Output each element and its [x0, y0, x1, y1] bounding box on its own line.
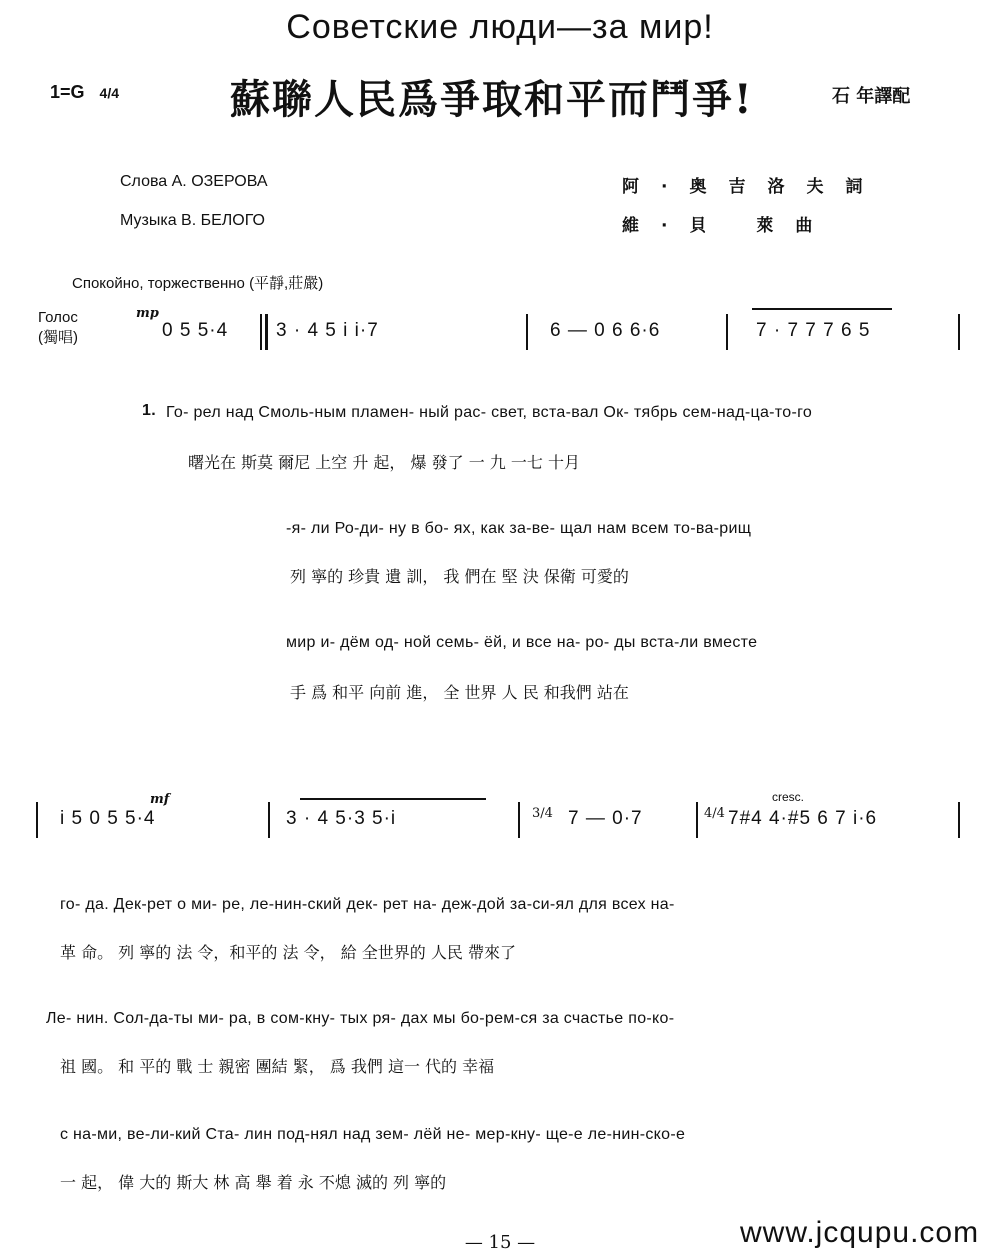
repeat-barline-thick — [265, 314, 268, 350]
voice-label-cn: (獨唱) — [38, 329, 78, 346]
time-signature: 4/4 — [99, 85, 120, 101]
lyric-line-cn: 曙光在 斯莫 爾尼 上空 升 起， 爆 發了 一 九 一七 十月 — [188, 453, 580, 472]
key-label: 1=G — [50, 82, 85, 102]
measure-3: 7 · 7 7 7 6 5 — [756, 320, 871, 341]
key-signature — [50, 82, 119, 103]
lyric-line-ru: с на-ми, ве-ли-кий Ста- лин под-нял над зем- лёй не- мер-кну- ще-е ле-нин-ско-е — [60, 1126, 686, 1143]
lyric-line-ru: Ле- нин. Сол-да-ты ми- ра, в сом-кну- тых ря- дах мы бо-рем-ся за счастье по-ко- — [46, 1010, 675, 1027]
dynamic-mf: mf — [150, 792, 170, 807]
dynamic-mp: mp — [136, 306, 159, 321]
lyric-line-ru: Го- рел над Смоль-ным пламен- ный рас- свет, вста-вал Ок- тябрь сем-над-ца-то-го — [166, 404, 813, 421]
time-change-4-4: 4/4 — [704, 806, 725, 821]
barline — [958, 802, 960, 838]
barline — [696, 802, 698, 838]
barline — [526, 314, 528, 350]
barline — [726, 314, 728, 350]
slur-line — [300, 798, 486, 800]
barline — [518, 802, 520, 838]
lyric-line-ru: -я- ли Ро-ди- ну в бо- ях, как за-ве- щал нам всем то-ва-рищ — [286, 520, 752, 537]
lyric-line-cn: 一 起， 偉 大的 斯大 林 高 舉 着 永 不熄 滅的 列 寧的 — [60, 1173, 447, 1192]
lyric-line-cn: 革 命。 列 寧的 法 令，和平的 法 令， 給 全世界的 人民 帶來了 — [60, 943, 516, 962]
lyricist-ru: Слова А. ОЗЕРОВА — [120, 173, 268, 190]
voice-label-ru: Голос — [38, 309, 78, 326]
lyric-line-cn: 祖 國。 和 平的 戰 士 親密 團結 緊， 爲 我們 這一 代的 幸福 — [60, 1057, 495, 1076]
composer-ru: Музыка В. БЕЛОГО — [120, 212, 265, 229]
measure-1: 3 · 4 5 i i·7 — [276, 320, 379, 341]
barline — [36, 802, 38, 838]
tempo-marking: Спокойно, торжественно (平靜,莊嚴) — [72, 275, 324, 292]
repeat-barline — [260, 314, 262, 350]
barline — [268, 802, 270, 838]
voice-label — [38, 308, 78, 348]
watermark: www.jcqupu.com — [740, 1216, 980, 1249]
barline — [958, 314, 960, 350]
verse-number: 1. — [142, 402, 156, 419]
composer-cn: 維·貝 萊曲 — [622, 216, 835, 236]
measure-2: 6 — 0 6 6·6 — [550, 320, 661, 341]
lyric-line-ru: мир и- дём од- ной семь- ёй, и все на- ро- ды вста-ли вместе — [286, 634, 758, 651]
lyric-line-cn: 列 寧的 珍貴 遺 訓， 我 們在 堅 決 保衛 可愛的 — [290, 567, 629, 586]
measure-7: 7#4 4·#5 6 7 i·6 — [728, 808, 878, 829]
crescendo-mark: cresc. — [772, 790, 805, 804]
slur-line — [752, 308, 892, 310]
page-number: — 15 — — [464, 1232, 536, 1253]
lyric-line-ru: го- да. Дек-рет о ми- ре, ле-нин-ский дек- рет на- деж-дой за-си-ял для всех на- — [60, 896, 675, 913]
lyricist-cn: 阿·奥吉洛夫詞 — [622, 177, 885, 197]
translator-credit: 石 年譯配 — [832, 86, 911, 107]
title-russian: Советские люди—за мир! — [286, 8, 714, 46]
measure-6: 7 — 0·7 — [568, 808, 643, 829]
measure-5: 3 · 4 5·3 5·i — [286, 808, 397, 829]
title-chinese: 蘇聯人民爲爭取和平而鬥爭! — [230, 76, 754, 123]
measure-pickup: 0 5 5·4 — [162, 320, 229, 341]
measure-4: i 5 0 5 5·4 — [60, 808, 156, 829]
lyric-line-cn: 手 爲 和平 向前 進， 全 世界 人 民 和我們 站在 — [290, 683, 629, 702]
time-change-3-4: 3/4 — [532, 806, 553, 821]
